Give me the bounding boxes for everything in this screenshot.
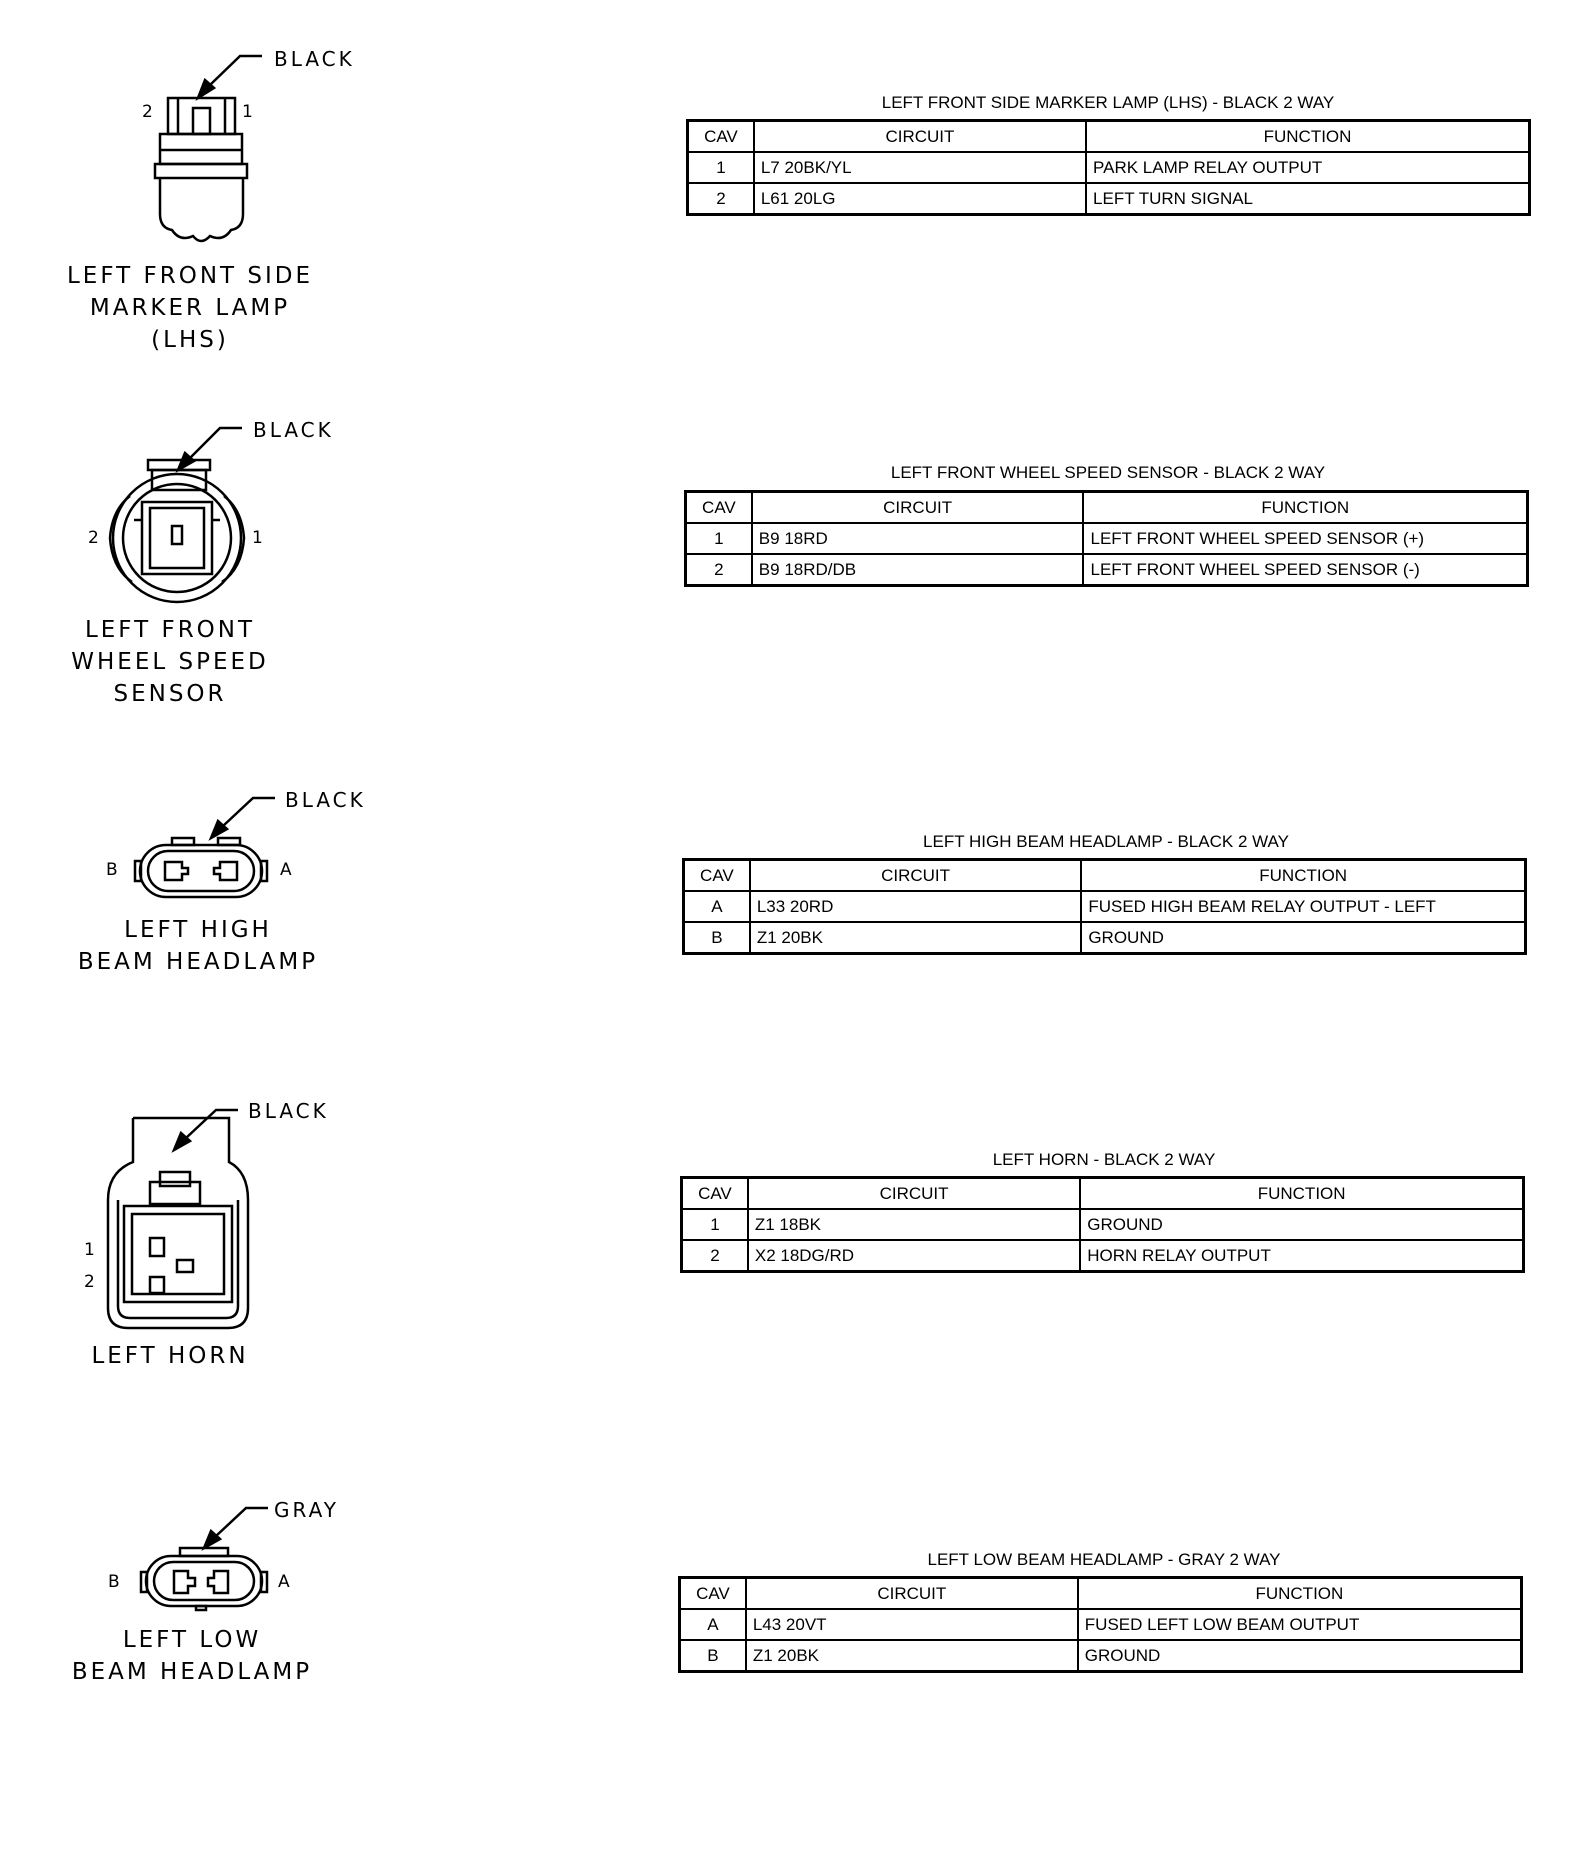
header-cav: CAV (680, 1578, 746, 1610)
header-circuit: CIRCUIT (748, 1178, 1080, 1210)
circuit-cell: B9 18RD (752, 523, 1084, 554)
pin-label: 2 (88, 528, 99, 548)
pin-label: 2 (142, 102, 153, 122)
cav-cell: 1 (688, 152, 754, 183)
function-cell: GROUND (1081, 922, 1525, 954)
table-row (686, 554, 1528, 586)
pinout-table-title: LEFT HIGH BEAM HEADLAMP - BLACK 2 WAY (923, 832, 1289, 851)
wire-color-label: BLACK (285, 788, 366, 812)
circuit-cell: L33 20RD (750, 891, 1082, 922)
header-cav: CAV (688, 121, 754, 153)
pinout-table (682, 858, 1527, 955)
function-cell: FUSED HIGH BEAM RELAY OUTPUT - LEFT (1081, 891, 1525, 922)
table-header-row (680, 1578, 1522, 1610)
table-row (684, 922, 1526, 954)
header-circuit: CIRCUIT (746, 1578, 1078, 1610)
connector-name: LEFT FRONT SIDE MARKER LAMP (LHS) (66, 263, 314, 353)
cav-cell: B (680, 1640, 746, 1672)
header-cav: CAV (682, 1178, 748, 1210)
function-cell: FUSED LEFT LOW BEAM OUTPUT (1078, 1609, 1522, 1640)
function-cell: LEFT FRONT WHEEL SPEED SENSOR (+) (1083, 523, 1527, 554)
table-header-row (684, 860, 1526, 892)
connector-diagram (0, 1460, 560, 1860)
pinout-table-title: LEFT LOW BEAM HEADLAMP - GRAY 2 WAY (927, 1550, 1281, 1569)
connector-diagram (0, 0, 560, 400)
header-circuit: CIRCUIT (752, 492, 1084, 524)
cav-cell: B (684, 922, 750, 954)
pin-label: 1 (252, 528, 263, 548)
header-function: FUNCTION (1083, 492, 1527, 524)
pin-label: 2 (84, 1272, 95, 1292)
function-cell: GROUND (1078, 1640, 1522, 1672)
pin-label: 1 (84, 1240, 95, 1260)
header-function: FUNCTION (1078, 1578, 1522, 1610)
connector-name: LEFT HORN (91, 1343, 249, 1369)
function-cell: LEFT TURN SIGNAL (1086, 183, 1529, 215)
table-row (682, 1209, 1524, 1240)
table-row (684, 891, 1526, 922)
table-row (686, 523, 1528, 554)
cav-cell: 1 (682, 1209, 748, 1240)
pin-label: B (108, 1572, 120, 1592)
pin-label: A (278, 1572, 290, 1592)
pinout-table (686, 119, 1531, 216)
function-cell: HORN RELAY OUTPUT (1080, 1240, 1523, 1272)
circuit-cell: Z1 20BK (750, 922, 1082, 954)
cav-cell: 2 (688, 183, 754, 215)
circuit-cell: L61 20LG (754, 183, 1086, 215)
table-header-row (682, 1178, 1524, 1210)
header-circuit: CIRCUIT (754, 121, 1086, 153)
pinout-table-title: LEFT FRONT SIDE MARKER LAMP (LHS) - BLACK 2 WAY (881, 93, 1335, 112)
circuit-cell: Z1 18BK (748, 1209, 1080, 1240)
function-cell: PARK LAMP RELAY OUTPUT (1086, 152, 1529, 183)
table-row (688, 183, 1530, 215)
cav-cell: 1 (686, 523, 752, 554)
function-cell: GROUND (1080, 1209, 1523, 1240)
cav-cell: A (680, 1609, 746, 1640)
circuit-cell: Z1 20BK (746, 1640, 1078, 1672)
connector-diagram (0, 370, 560, 770)
pinout-table (684, 490, 1529, 587)
cav-cell: A (684, 891, 750, 922)
connector-name: LEFT FRONT WHEEL SPEED SENSOR (71, 617, 269, 707)
pin-label: 1 (242, 102, 253, 122)
connector-name: LEFT LOW BEAM HEADLAMP (71, 1627, 313, 1685)
table-header-row (686, 492, 1528, 524)
wire-color-label: BLACK (248, 1099, 329, 1123)
circuit-cell: L7 20BK/YL (754, 152, 1086, 183)
pin-label: B (106, 860, 118, 880)
pinout-table-title: LEFT HORN - BLACK 2 WAY (992, 1150, 1216, 1169)
circuit-cell: B9 18RD/DB (752, 554, 1084, 586)
connector-name: LEFT HIGH BEAM HEADLAMP (77, 917, 319, 975)
table-row (688, 152, 1530, 183)
wire-color-label: BLACK (274, 47, 355, 71)
table-header-row (688, 121, 1530, 153)
header-function: FUNCTION (1081, 860, 1525, 892)
header-cav: CAV (686, 492, 752, 524)
header-circuit: CIRCUIT (750, 860, 1082, 892)
header-function: FUNCTION (1086, 121, 1529, 153)
cav-cell: 2 (682, 1240, 748, 1272)
circuit-cell: X2 18DG/RD (748, 1240, 1080, 1272)
wire-color-label: GRAY (274, 1498, 339, 1522)
pinout-table (678, 1576, 1523, 1673)
circuit-cell: L43 20VT (746, 1609, 1078, 1640)
connector-diagram (0, 1060, 560, 1460)
pinout-table-title: LEFT FRONT WHEEL SPEED SENSOR - BLACK 2 WAY (890, 463, 1326, 482)
wire-color-label: BLACK (253, 418, 334, 442)
table-row (680, 1640, 1522, 1672)
function-cell: LEFT FRONT WHEEL SPEED SENSOR (-) (1083, 554, 1527, 586)
header-function: FUNCTION (1080, 1178, 1523, 1210)
table-row (682, 1240, 1524, 1272)
cav-cell: 2 (686, 554, 752, 586)
pin-label: A (280, 860, 292, 880)
header-cav: CAV (684, 860, 750, 892)
pinout-table (680, 1176, 1525, 1273)
table-row (680, 1609, 1522, 1640)
